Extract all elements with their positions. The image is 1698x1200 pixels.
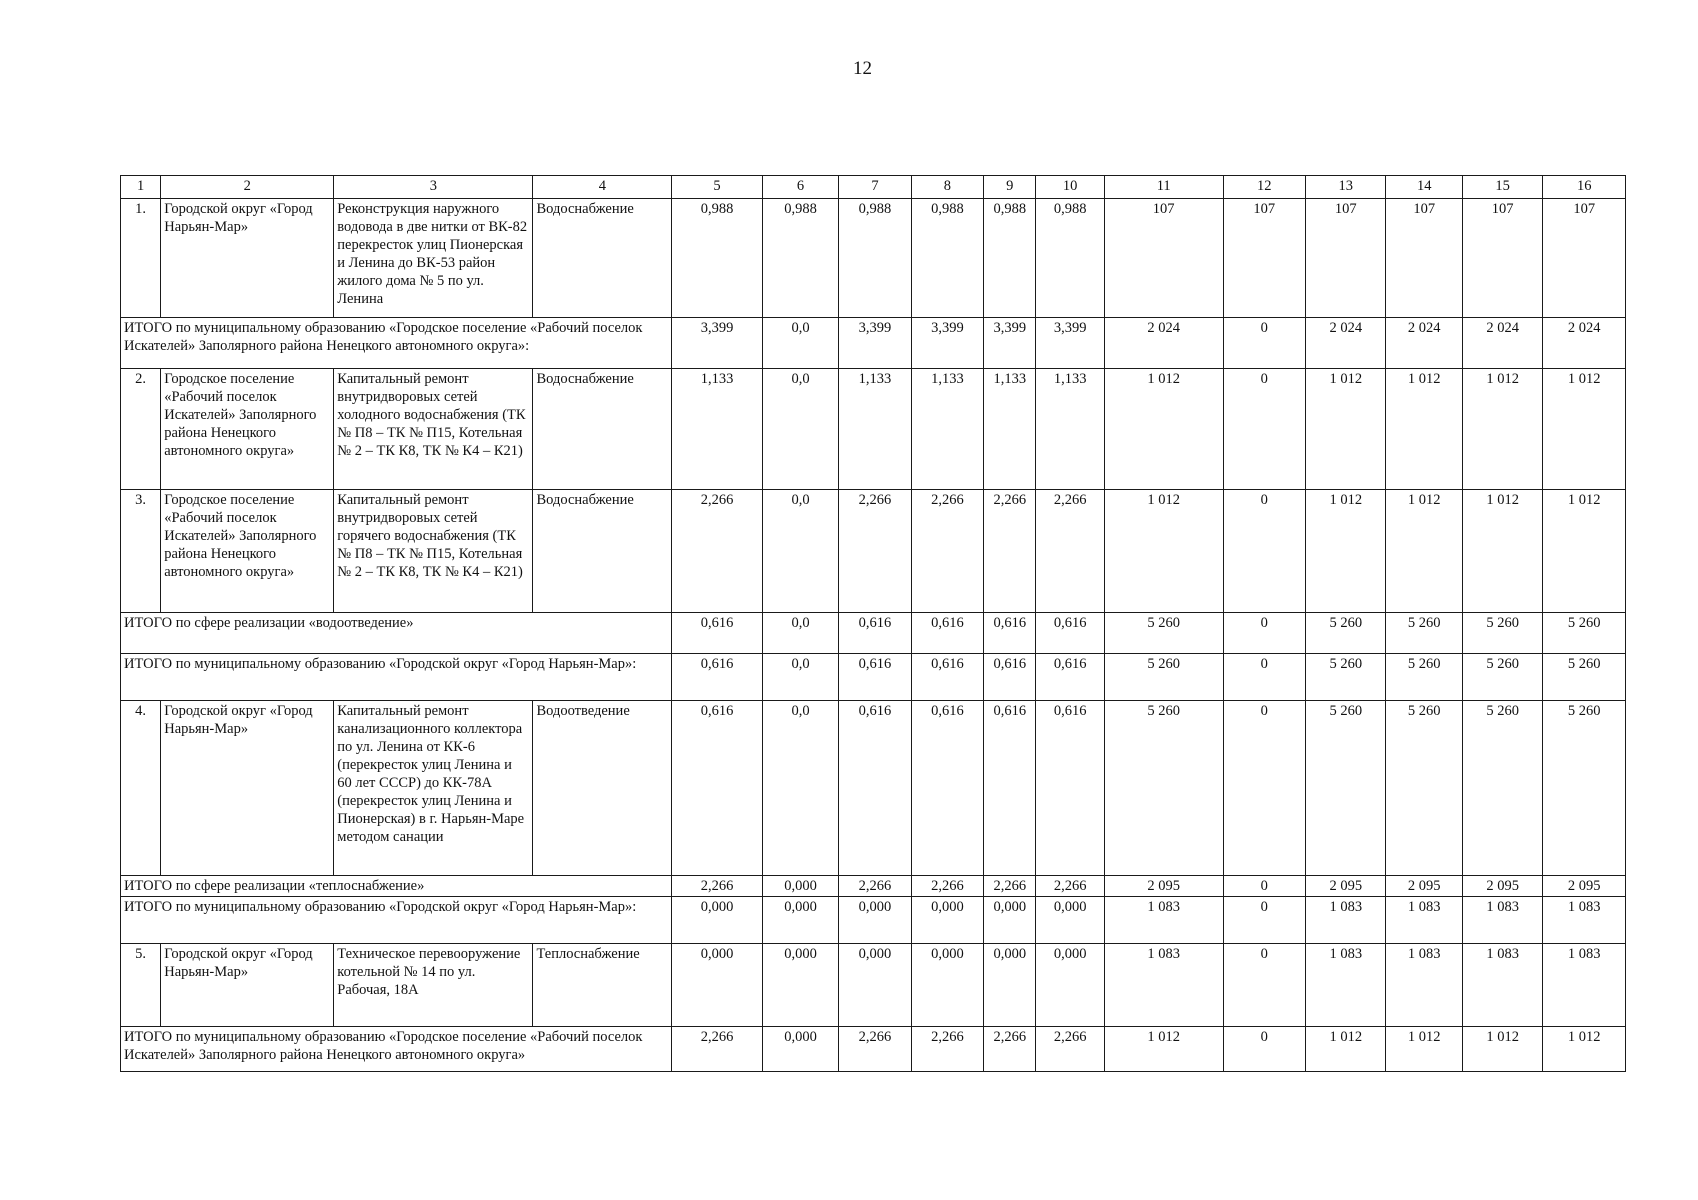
column-number-cell: 4	[533, 176, 672, 199]
value-cell: 107	[1543, 199, 1626, 318]
municipality-cell: Городской округ «Город Нарьян-Мар»	[161, 199, 334, 318]
value-cell: 2,266	[839, 876, 911, 897]
total-row	[121, 654, 1626, 701]
value-cell: 0,616	[839, 654, 911, 701]
value-cell: 0,616	[1036, 654, 1104, 701]
column-number-cell: 3	[334, 176, 533, 199]
value-cell: 0	[1223, 613, 1305, 654]
value-cell: 0,000	[911, 897, 983, 944]
value-cell: 3,399	[839, 318, 911, 369]
total-label: ИТОГО по муниципальному образованию «Городской округ «Город Нарьян-Мар»:	[121, 654, 672, 701]
total-row	[121, 613, 1626, 654]
value-cell: 2 095	[1104, 876, 1223, 897]
value-cell: 0,616	[839, 613, 911, 654]
value-cell: 5 260	[1386, 701, 1462, 876]
municipality-cell: Городской округ «Город Нарьян-Мар»	[161, 944, 334, 1027]
value-cell: 107	[1462, 199, 1542, 318]
value-cell: 2,266	[672, 490, 763, 613]
value-cell: 0,000	[672, 944, 763, 1027]
value-cell: 5 260	[1104, 654, 1223, 701]
column-number-cell: 15	[1462, 176, 1542, 199]
value-cell: 0	[1223, 876, 1305, 897]
value-cell: 0,0	[762, 490, 838, 613]
object-cell: Капитальный ремонт канализационного коллектора по ул. Ленина от КК-6 (перекресток улиц Ленина и 60 лет СССР) до КК-78А (перекресток улиц Ленина и Пионерская) в г. Нарьян-Маре методом санации	[334, 701, 533, 876]
total-label: ИТОГО по сфере реализации «теплоснабжение»	[121, 876, 672, 897]
value-cell: 0,616	[984, 654, 1036, 701]
sphere-cell: Теплоснабжение	[533, 944, 672, 1027]
row-number: 4.	[121, 701, 161, 876]
value-cell: 1,133	[1036, 369, 1104, 490]
value-cell: 0,616	[911, 654, 983, 701]
row-number: 2.	[121, 369, 161, 490]
value-cell: 1 012	[1306, 1027, 1386, 1072]
value-cell: 1 083	[1306, 944, 1386, 1027]
value-cell: 0,0	[762, 369, 838, 490]
value-cell: 1,133	[839, 369, 911, 490]
total-label: ИТОГО по муниципальному образованию «Городской округ «Город Нарьян-Мар»:	[121, 897, 672, 944]
value-cell: 2 024	[1462, 318, 1542, 369]
total-row	[121, 318, 1626, 369]
table-row	[121, 490, 1626, 613]
value-cell: 0,0	[762, 613, 838, 654]
value-cell: 1 012	[1306, 369, 1386, 490]
value-cell: 2 024	[1543, 318, 1626, 369]
value-cell: 3,399	[984, 318, 1036, 369]
value-cell: 0,616	[1036, 613, 1104, 654]
value-cell: 0,616	[839, 701, 911, 876]
value-cell: 2,266	[839, 490, 911, 613]
value-cell: 3,399	[672, 318, 763, 369]
value-cell: 0,000	[762, 876, 838, 897]
row-number: 1.	[121, 199, 161, 318]
value-cell: 2 095	[1543, 876, 1626, 897]
value-cell: 1 012	[1104, 1027, 1223, 1072]
value-cell: 0,616	[672, 613, 763, 654]
value-cell: 2,266	[672, 1027, 763, 1072]
value-cell: 0,000	[984, 897, 1036, 944]
value-cell: 2 024	[1104, 318, 1223, 369]
column-number-row	[121, 176, 1626, 199]
value-cell: 0,000	[762, 897, 838, 944]
value-cell: 3,399	[911, 318, 983, 369]
value-cell: 5 260	[1543, 613, 1626, 654]
value-cell: 1 083	[1104, 944, 1223, 1027]
value-cell: 2,266	[911, 490, 983, 613]
value-cell: 1 083	[1104, 897, 1223, 944]
value-cell: 107	[1223, 199, 1305, 318]
value-cell: 5 260	[1386, 654, 1462, 701]
sphere-cell: Водоснабжение	[533, 369, 672, 490]
value-cell: 0,616	[1036, 701, 1104, 876]
value-cell: 0,0	[762, 318, 838, 369]
column-number-cell: 9	[984, 176, 1036, 199]
value-cell: 3,399	[1036, 318, 1104, 369]
column-number-cell: 13	[1306, 176, 1386, 199]
value-cell: 0,616	[672, 701, 763, 876]
value-cell: 0,000	[911, 944, 983, 1027]
value-cell: 0,988	[984, 199, 1036, 318]
column-number-cell: 16	[1543, 176, 1626, 199]
value-cell: 5 260	[1104, 613, 1223, 654]
value-cell: 0,000	[839, 944, 911, 1027]
value-cell: 5 260	[1462, 613, 1542, 654]
value-cell: 2,266	[984, 490, 1036, 613]
table-row	[121, 701, 1626, 876]
value-cell: 5 260	[1306, 613, 1386, 654]
value-cell: 1,133	[672, 369, 763, 490]
value-cell: 5 260	[1386, 613, 1462, 654]
value-cell: 0,616	[672, 654, 763, 701]
value-cell: 0,616	[911, 613, 983, 654]
column-number-cell: 5	[672, 176, 763, 199]
value-cell: 0,000	[762, 944, 838, 1027]
value-cell: 0,0	[762, 654, 838, 701]
value-cell: 1,133	[984, 369, 1036, 490]
value-cell: 0,616	[911, 701, 983, 876]
value-cell: 1 083	[1543, 897, 1626, 944]
value-cell: 107	[1386, 199, 1462, 318]
total-row	[121, 1027, 1626, 1072]
value-cell: 0	[1223, 701, 1305, 876]
value-cell: 2,266	[984, 1027, 1036, 1072]
total-row	[121, 897, 1626, 944]
value-cell: 2 024	[1386, 318, 1462, 369]
table-row	[121, 944, 1626, 1027]
value-cell: 0,000	[1036, 897, 1104, 944]
column-number-cell: 6	[762, 176, 838, 199]
column-number-cell: 12	[1223, 176, 1305, 199]
value-cell: 0,0	[762, 701, 838, 876]
value-cell: 0,000	[984, 944, 1036, 1027]
value-cell: 0	[1223, 897, 1305, 944]
value-cell: 5 260	[1543, 654, 1626, 701]
value-cell: 0	[1223, 654, 1305, 701]
total-label: ИТОГО по сфере реализации «водоотведение»	[121, 613, 672, 654]
value-cell: 0,988	[672, 199, 763, 318]
value-cell: 1 012	[1104, 490, 1223, 613]
page-number: 12	[853, 58, 872, 79]
value-cell: 2,266	[1036, 1027, 1104, 1072]
value-cell: 1 083	[1306, 897, 1386, 944]
column-number-cell: 11	[1104, 176, 1223, 199]
value-cell: 1 012	[1462, 1027, 1542, 1072]
value-cell: 2,266	[1036, 490, 1104, 613]
value-cell: 1 083	[1543, 944, 1626, 1027]
value-cell: 0,000	[839, 897, 911, 944]
sphere-cell: Водоснабжение	[533, 199, 672, 318]
value-cell: 1 012	[1104, 369, 1223, 490]
total-label: ИТОГО по муниципальному образованию «Городское поселение «Рабочий поселок Искателей» Заполярного района Ненецкого автономного округа»	[121, 1027, 672, 1072]
value-cell: 5 260	[1306, 654, 1386, 701]
value-cell: 2,266	[1036, 876, 1104, 897]
value-cell: 0,988	[762, 199, 838, 318]
value-cell: 0	[1223, 318, 1305, 369]
value-cell: 2,266	[984, 876, 1036, 897]
value-cell: 0,988	[911, 199, 983, 318]
municipality-cell: Городское поселение «Рабочий поселок Искателей» Заполярного района Ненецкого автономного округа»	[161, 490, 334, 613]
value-cell: 1 012	[1386, 1027, 1462, 1072]
value-cell: 2 024	[1306, 318, 1386, 369]
object-cell: Капитальный ремонт внутридворовых сетей холодного водоснабжения (ТК № П8 – ТК № П15, Котельная № 2 – ТК К8, ТК № К4 – К21)	[334, 369, 533, 490]
value-cell: 0,988	[839, 199, 911, 318]
value-cell: 0,000	[1036, 944, 1104, 1027]
value-cell: 0	[1223, 490, 1305, 613]
table-row	[121, 369, 1626, 490]
value-cell: 0,616	[984, 701, 1036, 876]
column-number-cell: 10	[1036, 176, 1104, 199]
value-cell: 0	[1223, 369, 1305, 490]
value-cell: 2 095	[1386, 876, 1462, 897]
column-number-cell: 14	[1386, 176, 1462, 199]
value-cell: 1 083	[1462, 897, 1542, 944]
total-row	[121, 876, 1626, 897]
value-cell: 2,266	[672, 876, 763, 897]
value-cell: 1 012	[1543, 1027, 1626, 1072]
value-cell: 0,000	[762, 1027, 838, 1072]
column-number-cell: 1	[121, 176, 161, 199]
table-body	[121, 176, 1626, 1072]
sphere-cell: Водоснабжение	[533, 490, 672, 613]
value-cell: 107	[1104, 199, 1223, 318]
value-cell: 2,266	[911, 1027, 983, 1072]
municipality-cell: Городской округ «Город Нарьян-Мар»	[161, 701, 334, 876]
value-cell: 1 083	[1462, 944, 1542, 1027]
value-cell: 5 260	[1462, 654, 1542, 701]
value-cell: 2,266	[911, 876, 983, 897]
table-row	[121, 199, 1626, 318]
value-cell: 2 095	[1462, 876, 1542, 897]
value-cell: 5 260	[1543, 701, 1626, 876]
investment-program-table	[120, 175, 1626, 1072]
value-cell: 1,133	[911, 369, 983, 490]
object-cell: Капитальный ремонт внутридворовых сетей горячего водоснабжения (ТК № П8 – ТК № П15, Котельная № 2 – ТК К8, ТК № К4 – К21)	[334, 490, 533, 613]
value-cell: 5 260	[1104, 701, 1223, 876]
value-cell: 1 083	[1386, 897, 1462, 944]
value-cell: 1 012	[1386, 490, 1462, 613]
value-cell: 1 012	[1543, 369, 1626, 490]
value-cell: 0	[1223, 944, 1305, 1027]
object-cell: Реконструкция наружного водовода в две нитки от ВК-82 перекресток улиц Пионерская и Ленина до ВК-53 район жилого дома № 5 по ул. Ленина	[334, 199, 533, 318]
row-number: 5.	[121, 944, 161, 1027]
sphere-cell: Водоотведение	[533, 701, 672, 876]
object-cell: Техническое перевооружение котельной № 14 по ул. Рабочая, 18А	[334, 944, 533, 1027]
row-number: 3.	[121, 490, 161, 613]
value-cell: 1 012	[1543, 490, 1626, 613]
value-cell: 2,266	[839, 1027, 911, 1072]
value-cell: 0,616	[984, 613, 1036, 654]
column-number-cell: 8	[911, 176, 983, 199]
value-cell: 2 095	[1306, 876, 1386, 897]
value-cell: 1 012	[1462, 369, 1542, 490]
value-cell: 1 083	[1386, 944, 1462, 1027]
value-cell: 0	[1223, 1027, 1305, 1072]
value-cell: 5 260	[1462, 701, 1542, 876]
value-cell: 0,988	[1036, 199, 1104, 318]
total-label: ИТОГО по муниципальному образованию «Городское поселение «Рабочий поселок Искателей» Заполярного района Ненецкого автономного округа»:	[121, 318, 672, 369]
municipality-cell: Городское поселение «Рабочий поселок Искателей» Заполярного района Ненецкого автономного округа»	[161, 369, 334, 490]
value-cell: 1 012	[1462, 490, 1542, 613]
column-number-cell: 7	[839, 176, 911, 199]
value-cell: 5 260	[1306, 701, 1386, 876]
value-cell: 1 012	[1386, 369, 1462, 490]
column-number-cell: 2	[161, 176, 334, 199]
value-cell: 107	[1306, 199, 1386, 318]
value-cell: 1 012	[1306, 490, 1386, 613]
value-cell: 0,000	[672, 897, 763, 944]
